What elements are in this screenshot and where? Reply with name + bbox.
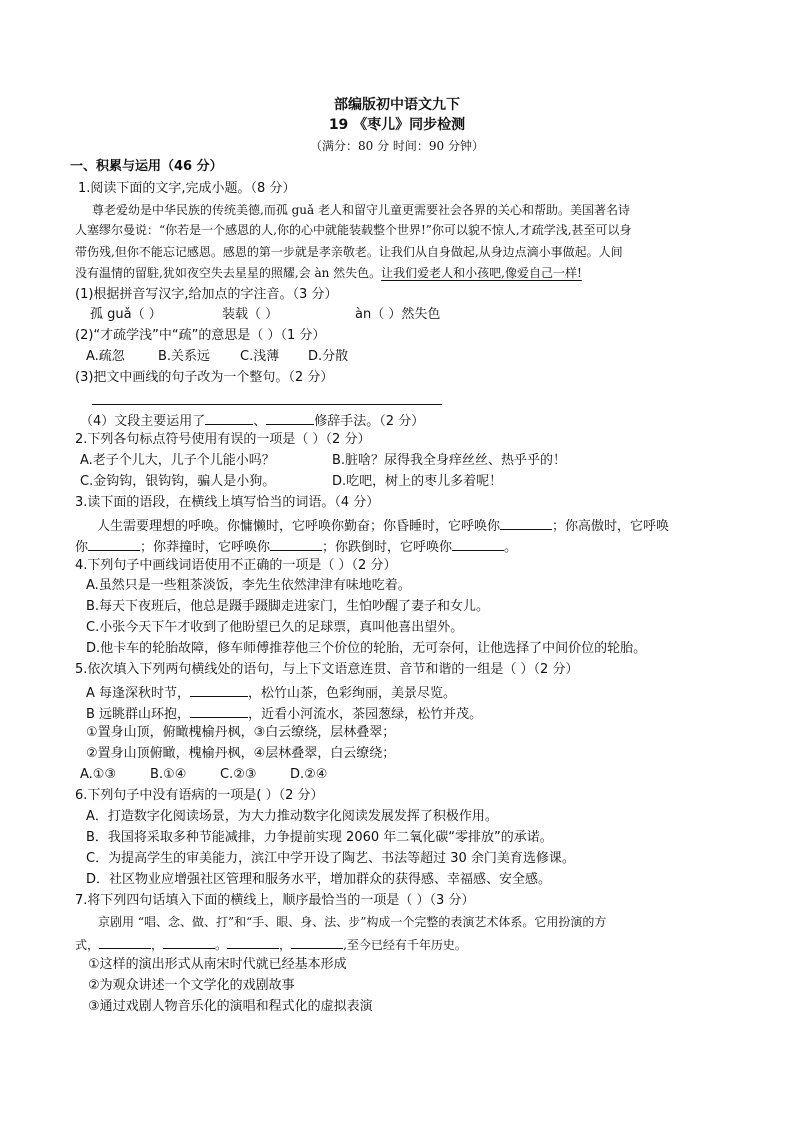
answer-slot-an: àn（ ）然失色 — [355, 307, 441, 322]
blank — [88, 536, 140, 551]
q5-text: B 远眺群山环抱， — [86, 707, 191, 722]
question-2-stem: 2.下列各句标点符号使用有误的一项是（ ）（2 分） — [75, 432, 371, 447]
exam-meta: （满分：80 分 时间：90 分钟） — [310, 139, 484, 153]
choice-line: ①这样的演出形式从南宋时代就已经基本形成 — [88, 957, 347, 972]
blank — [99, 934, 151, 949]
blank — [266, 410, 314, 425]
blank — [205, 410, 253, 425]
option-c: C.小张今天下午才收到了他盼望已久的足球票，真叫他喜出望外。 — [86, 620, 464, 635]
choice-line: ①置身山顶，俯瞰槐榆丹枫，③白云缭绕，层林叠翠； — [86, 725, 396, 740]
question-1-sub-2: (2)“才疏学浅”中“疏”的意思是（ ）（1 分） — [75, 328, 326, 343]
option-a: A.①③ — [80, 767, 117, 782]
passage-line — [75, 934, 467, 954]
q7-text: ,至今已经有千年历史。 — [343, 938, 467, 952]
option-c: C.②③ — [220, 767, 257, 782]
option-d: D.他卡车的轮胎故障，修车师傅推荐他三个价位的轮胎，无可奈何，让他选择了中间价位的轮胎。 — [86, 641, 647, 656]
q7-text: 。 — [215, 938, 228, 952]
blank — [190, 703, 248, 718]
question-6-stem: 6.下列句子中没有语病的一项是( ）（2 分） — [75, 788, 324, 803]
choice-line: ②置身山顶俯瞰，槐榆丹枫，④层林叠翠，白云缭绕； — [86, 746, 396, 761]
q5-text: A 每逢深秋时节， — [86, 686, 191, 701]
passage-text: 没有温情的留駐,犹如夜空失去星星的照耀,会 àn 然失色。 — [75, 266, 382, 280]
question-1-stem: 1.阅读下面的文字,完成小题。（8 分） — [78, 181, 296, 196]
question-3-stem: 3.读下面的语段，在横线上填写恰当的词语。（4 分） — [75, 495, 380, 510]
q5-text: ，近看小河流水，茶园葱绿，松竹并茂。 — [248, 707, 483, 722]
option-c: C.金钩钩，银钩钩，骗人是小狗。 — [80, 474, 276, 489]
q3-text: 你 — [75, 540, 89, 555]
blank — [270, 536, 322, 551]
question-5-line-b — [86, 703, 482, 724]
blank — [500, 515, 552, 530]
option-d: D.②④ — [290, 767, 328, 782]
question-1-sub-1: (1)根据拼音写汉字,给加点的字注音。（3 分） — [75, 287, 338, 302]
q7-text: ， — [151, 938, 164, 952]
blank — [291, 934, 343, 949]
q3-text: ；你跌倒时，它呼唤你 — [322, 540, 453, 555]
option-b: B.每天下夜班后，他总是蹑手蹑脚走进家门，生怕吵醒了妻子和女儿。 — [86, 599, 490, 614]
question-5-line-a — [86, 682, 456, 703]
option-b: B．我国将采取多种节能减排，力争提前实现 2060 年二氧化碳“零排放”的承诺。 — [86, 830, 553, 845]
question-1-sub-4 — [80, 410, 424, 431]
q3-text: 。 — [504, 540, 518, 555]
sub-4-text: （4）文段主要运用了 — [80, 414, 206, 429]
passage-line: 尊老爱幼是中华民族的传统美德,而孤 guǎ 老人和留守儿童更需要社会各界的关心和帮助。美国著名诗 — [92, 203, 631, 217]
option-a: A.疏忽 — [86, 349, 125, 364]
question-3-line — [75, 536, 517, 557]
question-1-sub-3: (3)把文中画线的句子改为一个整句。（2 分） — [75, 370, 334, 385]
choice-line: ③通过戏剧人物音乐化的演唱和程式化的虚拟表演 — [88, 999, 373, 1014]
sub-4-sep: 、 — [253, 414, 267, 429]
underlined-sentence: 让我们爱老人和小孩吧,像爱自己一样! — [381, 266, 582, 280]
q3-text: ；你莽撞时，它呼唤你 — [140, 540, 271, 555]
question-7-stem: 7.将下列四句话填入下面的横线上，顺序最恰当的一项是（ ）（3 分） — [75, 893, 475, 908]
question-4-stem: 4.下列句子中画线词语使用不正确的一项是（ ）（2 分） — [75, 558, 397, 573]
option-a: A.虽然只是一些粗茶淡饭，李先生依然津津有味地吃着。 — [86, 578, 411, 593]
option-b: B.脏啥？尿得我全身痒丝丝、热乎乎的！ — [332, 453, 567, 468]
passage-line: 京剧用 “唱、念、做、打”和“手、眼、身、法、步”构成一个完整的表演艺术体系。它用扮演的方 — [98, 915, 607, 929]
blank — [163, 934, 215, 949]
option-a: A．打造数字化阅读场景，为大力推动数字化阅读发展发挥了积极作用。 — [86, 809, 498, 824]
option-c: C.浅薄 — [240, 349, 280, 364]
passage-line — [75, 264, 582, 282]
answer-slot-gua: 孤 guǎ（ ） — [90, 307, 162, 322]
question-3-line — [97, 515, 669, 536]
choice-line: ②为观众讲述一个文学化的戏剧故事 — [88, 978, 295, 993]
passage-line: 带伤残,但你不能忘记感恩。感恩的第一步就是孝亲敬老。让我们从自身做起,从身边点滴小事做起。人间 — [75, 245, 623, 259]
option-d: D.吃吧，树上的枣儿多着呢！ — [332, 474, 503, 489]
q7-text: 式， — [75, 938, 100, 952]
question-5-stem: 5.依次填入下列两句横线处的语句，与上下文语意连贯、音节和谐的一组是（ ）（2 分） — [75, 662, 579, 677]
answer-slot-zhuangzai: 装载（ ） — [222, 307, 279, 322]
q5-text: ，松竹山茶，色彩绚丽，美景尽览。 — [248, 686, 457, 701]
page-title: 部编版初中语文九下 — [334, 97, 460, 113]
passage-line: 人塞缪尔曼说：“你若是一个感恩的人,你的心中就能装载整个世界!”你可以貌不惊人,才疏学浅,甚至可以身 — [75, 223, 632, 237]
blank — [452, 536, 504, 551]
blank — [227, 934, 279, 949]
option-b: B.关系远 — [158, 349, 211, 364]
option-d: D.分散 — [308, 349, 349, 364]
option-a: A.老子个儿大，儿子个儿能小吗？ — [80, 453, 275, 468]
page-subtitle: 19 《枣儿》同步检测 — [328, 117, 466, 133]
sub-4-tail: 修辞手法。（2 分） — [314, 414, 425, 429]
q3-text: ；你高傲时，它呼唤 — [552, 519, 670, 534]
option-b: B.①④ — [150, 767, 187, 782]
q3-text: 人生需要理想的呼唤。你慵懒时，它呼唤你勤奋；你昏睡时，它呼唤你 — [97, 519, 501, 534]
answer-line — [92, 404, 442, 405]
option-c: C．为提高学生的审美能力，滨江中学开设了陶艺、书法等超过 30 余门美育选修课。 — [86, 851, 575, 866]
q7-text: ， — [279, 938, 292, 952]
option-d: D．社区物业应增强社区管理和服务水平，增加群众的获得感、幸福感、安全感。 — [86, 872, 552, 887]
section-heading: 一、积累与运用（46 分） — [70, 159, 223, 174]
blank — [190, 682, 248, 697]
